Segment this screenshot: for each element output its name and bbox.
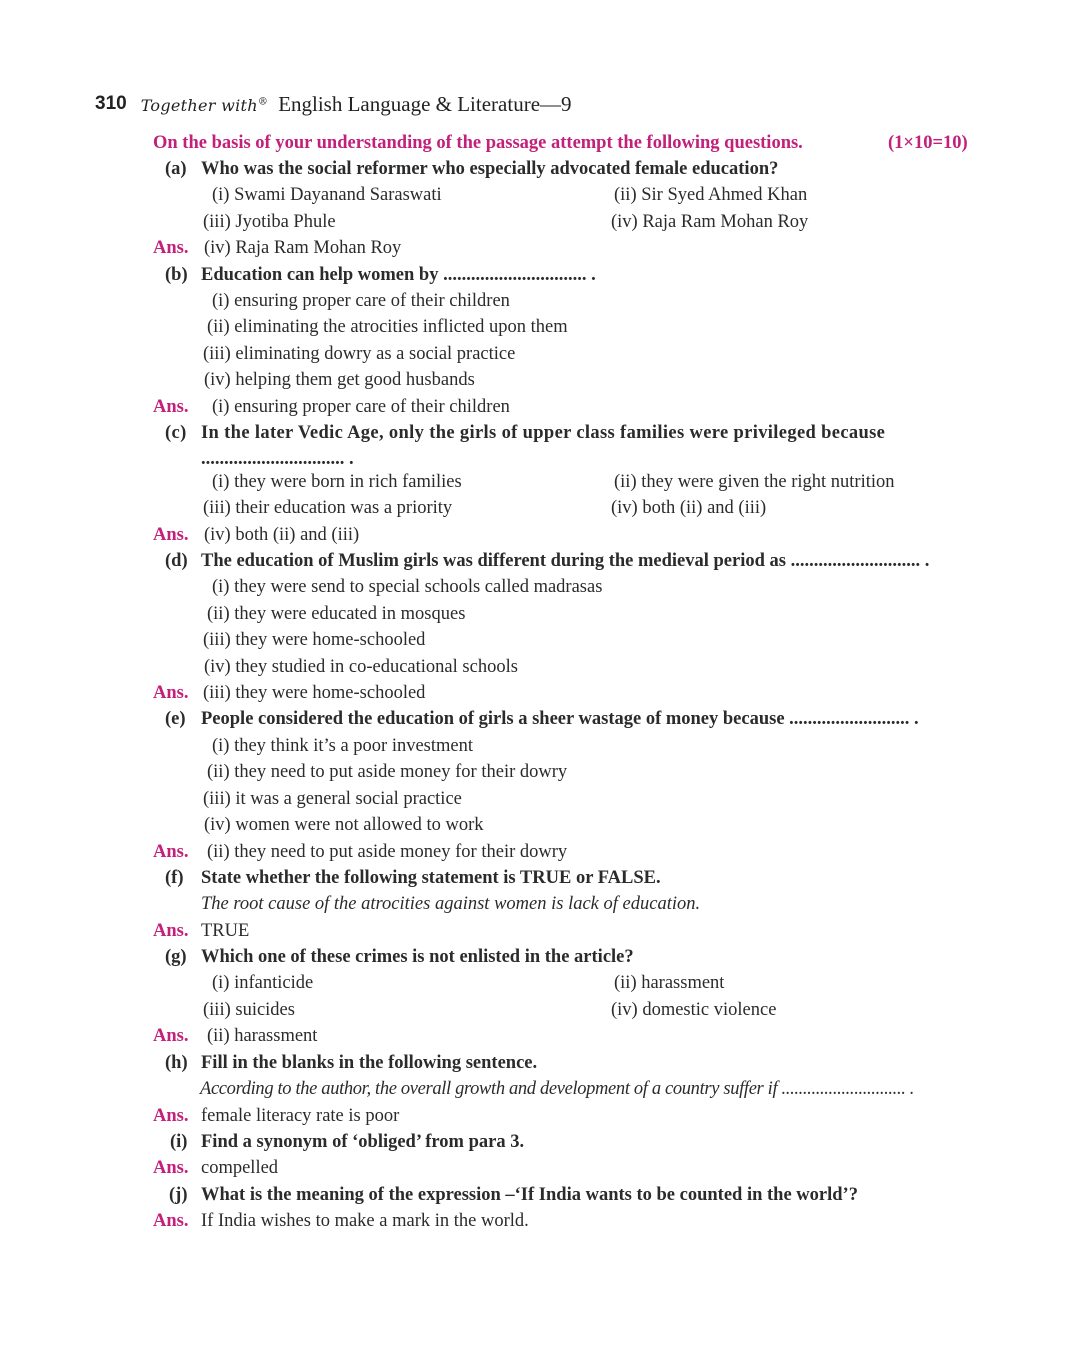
question-label: (b) <box>165 265 188 285</box>
brand-logo <box>141 96 268 115</box>
option: (ii) Sir Syed Ahmed Khan <box>614 185 808 205</box>
statement-text: According to the author, the overall growth and development of a country suffer if ............................. . <box>200 1079 915 1099</box>
question-label: (g) <box>165 947 187 967</box>
question-label: (h) <box>165 1053 188 1073</box>
book-title: English Language & Literature—9 <box>278 92 572 116</box>
answer-label: Ans. <box>153 1158 189 1178</box>
answer-label: Ans. <box>153 921 189 941</box>
question-text: In the later Vedic Age, only the girls of upper class families were privileged because <box>201 423 886 443</box>
option: (i) they were born in rich families <box>212 472 462 492</box>
option: (iv) helping them get good husbands <box>204 370 475 390</box>
instruction-text: On the basis of your understanding of the passage attempt the following questions. <box>153 133 803 153</box>
statement-text: The root cause of the atrocities against women is lack of education. <box>201 894 701 914</box>
option: (ii) eliminating the atrocities inflicted upon them <box>207 317 568 337</box>
question-text: People considered the education of girls a sheer wastage of money because .......................... . <box>201 709 919 729</box>
question-text: Which one of these crimes is not enlisted in the article? <box>201 947 634 967</box>
question-text: Education can help women by ............................... . <box>201 265 596 285</box>
answer-text: (i) ensuring proper care of their children <box>212 397 510 417</box>
option: (iv) they studied in co-educational schools <box>204 657 518 677</box>
question-j <box>169 1182 858 1208</box>
option: (iii) suicides <box>203 1000 295 1020</box>
page-header <box>95 92 572 122</box>
option: (ii) harassment <box>614 973 725 993</box>
option: (ii) they were given the right nutrition <box>614 472 895 492</box>
answer-text: (ii) they need to put aside money for their dowry <box>207 842 568 862</box>
option: (i) they were send to special schools called madrasas <box>212 577 603 597</box>
answer-label: Ans. <box>153 842 189 862</box>
answer-text: (ii) harassment <box>207 1026 318 1046</box>
question-text: State whether the following statement is TRUE or FALSE. <box>201 868 661 888</box>
option: (i) Swami Dayanand Saraswati <box>212 185 442 205</box>
option: (i) they think it’s a poor investment <box>212 736 474 756</box>
question-h <box>165 1050 537 1076</box>
question-label: (f) <box>165 868 184 888</box>
answer-text: compelled <box>201 1158 279 1178</box>
question-text: Find a synonym of ‘obliged’ from para 3. <box>201 1132 525 1152</box>
answer-label: Ans. <box>153 1106 189 1126</box>
answer-label: Ans. <box>153 683 189 703</box>
question-c <box>165 420 885 446</box>
option: (iii) eliminating dowry as a social practice <box>203 344 516 364</box>
question-c-continued: ............................... . <box>201 449 354 469</box>
question-label: (e) <box>165 709 186 729</box>
question-text: Fill in the blanks in the following sentence. <box>201 1053 538 1073</box>
option: (iv) Raja Ram Mohan Roy <box>611 212 809 232</box>
answer-text: (iv) Raja Ram Mohan Roy <box>204 238 402 258</box>
question-f <box>165 865 661 891</box>
answer-text: TRUE <box>201 921 250 941</box>
option: (ii) they need to put aside money for their dowry <box>207 762 568 782</box>
answer-text: female literacy rate is poor <box>201 1106 400 1126</box>
option: (i) infanticide <box>212 973 314 993</box>
option: (iv) domestic violence <box>611 1000 777 1020</box>
option: (ii) they were educated in mosques <box>207 604 466 624</box>
option: (iii) their education was a priority <box>203 498 453 518</box>
brand-text: Together with <box>140 96 258 115</box>
answer-text: (iii) they were home-schooled <box>203 683 426 703</box>
question-d <box>165 548 929 574</box>
marks-label: (1×10=10) <box>888 133 968 153</box>
question-g <box>165 944 634 970</box>
question-i <box>170 1129 524 1155</box>
answer-label: Ans. <box>153 238 189 258</box>
option: (iii) they were home-schooled <box>203 630 426 650</box>
question-label: (d) <box>165 551 188 571</box>
option: (i) ensuring proper care of their children <box>212 291 510 311</box>
question-label: (a) <box>165 159 187 179</box>
answer-label: Ans. <box>153 1026 189 1046</box>
page-number: 310 <box>95 93 127 114</box>
question-label: (j) <box>169 1185 188 1205</box>
question-text: What is the meaning of the expression –‘If India wants to be counted in the world’? <box>201 1185 858 1205</box>
answer-label: Ans. <box>153 1211 189 1231</box>
question-text: The education of Muslim girls was different during the medieval period as ............................ . <box>201 551 930 571</box>
question-b <box>165 262 596 288</box>
answer-text: If India wishes to make a mark in the world. <box>201 1211 529 1231</box>
option: (iv) women were not allowed to work <box>204 815 484 835</box>
option: (iii) Jyotiba Phule <box>203 212 336 232</box>
answer-label: Ans. <box>153 397 189 417</box>
question-label: (i) <box>170 1132 188 1152</box>
question-a <box>165 156 778 182</box>
question-text: Who was the social reformer who especially advocated female education? <box>201 159 779 179</box>
option: (iv) both (ii) and (iii) <box>611 498 767 518</box>
answer-text: (iv) both (ii) and (iii) <box>204 525 360 545</box>
option: (iii) it was a general social practice <box>203 789 462 809</box>
answer-label: Ans. <box>153 525 189 545</box>
question-e <box>165 706 919 732</box>
question-label: (c) <box>165 423 187 443</box>
registered-mark: ® <box>257 96 269 108</box>
